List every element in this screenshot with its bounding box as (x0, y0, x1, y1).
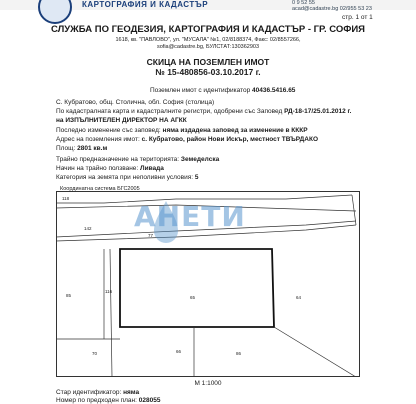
area-label: Площ: (56, 145, 76, 152)
parcel-label-118: 118 (62, 196, 70, 201)
agency-logo (38, 0, 72, 24)
document-title: СКИЦА НА ПОЗЕМЛЕН ИМОТ (146, 57, 270, 67)
parcel-label-77: 77 (148, 233, 154, 238)
address-label: Адрес на поземления имот: (56, 136, 140, 143)
location-line: С. Кубратово, общ. Столична, обл. София (столица) (56, 99, 215, 106)
map-line-right-diag (274, 327, 356, 377)
old-id-value: няма (123, 389, 140, 396)
org-address-line-2: sofia@cadastre.bg, БУЛСТАТ:130362903 (156, 44, 260, 50)
usage-line (56, 165, 164, 172)
identifier-value: 40436.5416.65 (252, 87, 296, 94)
parcel-label-64: 64 (296, 295, 302, 300)
org-address-line-1: 1618, кв. "ПАВЛОВО", ул. "МУСАЛА" №1, 02/8188374, Факс: 02/8557266, (115, 37, 301, 43)
category-label: Категория на земята при неполивни условия: (56, 174, 194, 181)
parcel-label-86: 86 (236, 351, 242, 356)
header-contact-1: 0 9 52 55 (292, 0, 315, 6)
map-line-v-left-2 (110, 249, 112, 377)
identifier-label: Поземлен имот с идентификатор (150, 87, 251, 94)
subject-parcel-65 (120, 249, 274, 327)
address-value: с. Кубратово, район Нови Искър, местност ТВЪРДАКО (141, 136, 319, 143)
old-id-line (56, 389, 139, 396)
last-change-label: Последно изменение със заповед: (56, 127, 161, 134)
parcel-label-66: 66 (176, 349, 182, 354)
document-number: № 15-480856-03.10.2017 г. (155, 67, 261, 77)
parcel-label-85: 85 (66, 293, 72, 298)
identifier-line (150, 87, 295, 94)
parcel-label-142: 142 (84, 226, 92, 231)
map-approval-line (56, 108, 351, 115)
purpose-label: Трайно предназначение на територията: (56, 156, 180, 163)
header-contacts (292, 0, 372, 12)
address-line (56, 136, 318, 143)
agency-strip: КАРТОГРАФИЯ И КАДАСТЪР (82, 0, 209, 9)
area-line (56, 145, 107, 152)
map-scale: М 1:1000 (194, 380, 222, 387)
old-id-label: Стар идентификатор: (56, 389, 122, 396)
page-number: стр. 1 от 1 (342, 14, 373, 21)
purpose-line (56, 156, 219, 163)
old-plan-line (56, 397, 160, 404)
parcel-label-70: 70 (92, 351, 98, 356)
usage-label: Начин на трайно ползване: (56, 165, 139, 172)
category-line (56, 174, 198, 181)
map-line-right-short (352, 195, 356, 225)
purpose-value: Земеделска (180, 156, 220, 163)
org-name: СЛУЖБА ПО ГЕОДЕЗИЯ, КАРТОГРАФИЯ И КАДАСТЪР - ГР. СОФИЯ (50, 24, 366, 35)
area-value: 2801 кв.м (77, 145, 108, 152)
category-value: 5 (194, 174, 199, 181)
old-plan-value: 028055 (138, 397, 161, 404)
coordinate-system: Координатна система БГС2005 (60, 186, 140, 192)
parcel-label-65: 65 (190, 295, 196, 300)
watermark-text: АНЕТИ (134, 200, 246, 233)
old-plan-label: Номер по предходен план: (56, 397, 137, 404)
approved-by-line: на ИЗПЪЛНИТЕЛЕН ДИРЕКТОР НА АГКК (56, 117, 187, 124)
last-change-value: няма издадена заповед за изменение в КККР (162, 127, 308, 134)
parcel-label-116: 116 (105, 289, 113, 294)
last-change-line (56, 127, 308, 134)
header-contact-2: acad@cadastre.bg 02/955 53 23 (292, 6, 372, 12)
usage-value: Ливада (140, 165, 164, 172)
map-approval-value: РД-18-17/25.01.2012 г. (284, 108, 352, 115)
map-approval-label: По кадастралната карта и кадастралните регистри, одобрени със Заповед (56, 108, 283, 115)
